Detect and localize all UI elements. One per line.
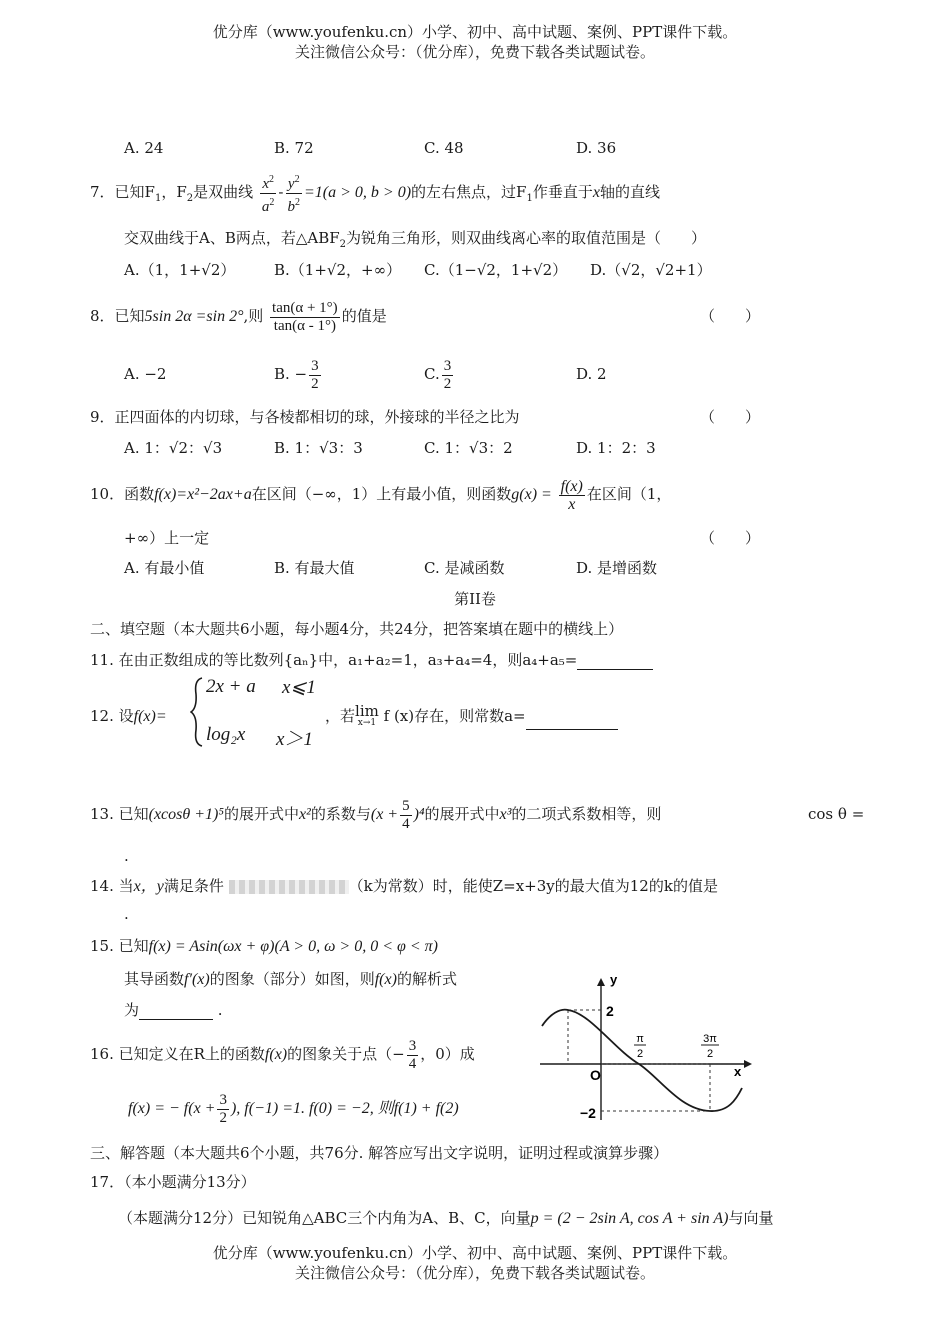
question-16: 16. 已知定义在R上的函数f(x)的图象关于点（− $\frac{3}{4}$ ，0）成 bbox=[90, 1037, 475, 1072]
q9-option-d: D. 1：2：3 bbox=[576, 439, 656, 457]
question-10-line-2: +∞）上一定 bbox=[124, 529, 210, 547]
piecewise-case-2: log₂x bbox=[206, 724, 246, 745]
question-10-stem: 10．函数f(x)=x²−2ax+a在区间（−∞，1）上有最小值，则函数g(x) = $\frac{f(x)}{x}$ 在区间（1， bbox=[90, 477, 672, 513]
section-2-heading: 二、填空题（本大题共6小题，每小题4分，共24分，把答案填在题中的横线上） bbox=[90, 620, 624, 638]
question-12-tail: ，若 lim x→1 f (x)存在，则常数a= bbox=[325, 702, 618, 730]
x-tick-3half-pi-num: 3π bbox=[703, 1033, 717, 1045]
question-15-line-2: 其导函数f′(x)的图象（部分）如图，则f(x)的解析式 bbox=[124, 970, 457, 988]
q10-option-b: B. 有最大值 bbox=[274, 559, 355, 577]
piecewise-cond-2: x＞1 bbox=[276, 729, 313, 750]
q10-answer-paren: （ ） bbox=[700, 529, 761, 547]
y-axis-label: y bbox=[610, 972, 618, 987]
question-12-pre: 12. 设f(x)= bbox=[90, 707, 167, 725]
derivative-graph bbox=[530, 970, 760, 1130]
x-axis-arrow bbox=[744, 1060, 752, 1068]
question-15: 15. 已知f(x) = Asin(ωx + φ)(A > 0, ω > 0, 0 < φ < π) bbox=[90, 937, 438, 955]
q8-option-a: A. −2 bbox=[124, 365, 167, 383]
question-8-stem: 8．已知5sin 2α =sin 2°,则 $\frac{\tan(\alpha + 1^\circ)}{\tan(\alpha - 1^\circ)}$ 的值是 bbox=[90, 299, 387, 334]
q6-option-c: C. 48 bbox=[424, 139, 464, 157]
question-15-line-3: 为 . bbox=[124, 1001, 223, 1019]
question-17-body: （本题满分12分）已知锐角△ABC三个内角为A、B、C，向量p = (2 − 2sin A, cos A + sin A)与向量 bbox=[118, 1209, 774, 1227]
question-7-stem: 7．已知$F_1$，$F_2$是双曲线 $\frac{x^2}{a^2}$ - $\frac{y^2}{b^2}$ =1(a > 0, b > 0)的左右焦点，过$F_1$作垂直于x轴的直线 bbox=[90, 170, 660, 221]
q15-answer-blank[interactable] bbox=[139, 1005, 213, 1020]
x-tick-half-pi-den: 2 bbox=[636, 1048, 644, 1060]
question-14: 14. 当x，y满足条件 （k为常数）时，能使Z=x+3y的最大值为12的k的值是 bbox=[90, 877, 718, 895]
q13-answer-dot: . bbox=[124, 847, 129, 865]
q10-fraction: $\frac{f(x)}{x}$ bbox=[560, 477, 583, 513]
q9-option-b: B. 1：√3：3 bbox=[274, 439, 363, 457]
q7-fraction-x: $\frac{x^2}{a^2}$ bbox=[260, 171, 277, 216]
q8-option-c: C. $\frac{3}{2}$ bbox=[424, 357, 452, 392]
q14-condition-image bbox=[229, 880, 349, 894]
origin-label: O bbox=[590, 1067, 601, 1083]
q7-option-b: B.（1+√2，+∞） bbox=[274, 261, 402, 279]
q13-cos-theta: cos θ = bbox=[808, 805, 865, 823]
y-max-label: 2 bbox=[606, 1003, 614, 1019]
q8-answer-paren: （ ） bbox=[700, 307, 761, 325]
question-13: 13. 已知(xcosθ +1)⁵的展开式中x²的系数与(x + $\frac{5}{4}$ )⁴的展开式中x³的二项式系数相等，则 bbox=[90, 797, 662, 832]
question-9-stem: 9．正四面体的内切球，与各棱都相切的球，外接球的半径之比为 bbox=[90, 408, 520, 426]
question-7-line-2: 交双曲线于A、B两点，若$\triangle ABF_2$为锐角三角形，则双曲线离心率的取值范围是（ ） bbox=[124, 229, 707, 250]
footer-line-2: 关注微信公众号：（优分库），免费下载各类试题试卷。 bbox=[294, 1264, 655, 1282]
q6-option-a: A. 24 bbox=[124, 139, 164, 157]
q9-option-a: A. 1：√2：√3 bbox=[124, 439, 223, 457]
header-line-2: 关注微信公众号：（优分库），免费下载各类试题试卷。 bbox=[294, 43, 655, 61]
q7-option-c: C.（1−√2，1+√2） bbox=[424, 261, 568, 279]
q10-option-d: D. 是增函数 bbox=[576, 559, 658, 577]
q14-answer-dot: . bbox=[124, 905, 129, 923]
y-axis-arrow bbox=[597, 978, 605, 986]
piecewise-cond-1: x⩽1 bbox=[282, 677, 316, 698]
x-axis-label: x bbox=[734, 1064, 742, 1079]
piecewise-case-1: 2x + a bbox=[206, 676, 256, 697]
q10-option-c: C. 是减函数 bbox=[424, 559, 505, 577]
header-line-1: 优分库（www.youfenku.cn）小学、初中、高中试题、案例、PPT课件下载。 bbox=[212, 23, 738, 41]
footer-line-1: 优分库（www.youfenku.cn）小学、初中、高中试题、案例、PPT课件下载。 bbox=[212, 1244, 738, 1262]
question-11: 11. 在由正数组成的等比数列{aₙ}中，a₁+a₂=1，a₃+a₄=4，则a₄+a₅= bbox=[90, 650, 653, 670]
q9-option-c: C. 1：√3：2 bbox=[424, 439, 513, 457]
question-17-title: 17．（本小题满分13分） bbox=[90, 1173, 256, 1191]
x-tick-half-pi-num: π bbox=[636, 1033, 644, 1045]
q9-answer-paren: （ ） bbox=[700, 408, 761, 426]
piecewise-brace bbox=[190, 676, 204, 748]
q11-answer-blank[interactable] bbox=[577, 655, 653, 670]
section-2-title: 第II卷 bbox=[454, 590, 496, 608]
q8-option-b: B. − $\frac{3}{2}$ bbox=[274, 357, 319, 392]
q10-option-a: A. 有最小值 bbox=[124, 559, 205, 577]
q6-option-b: B. 72 bbox=[274, 139, 314, 157]
q6-option-d: D. 36 bbox=[576, 139, 617, 157]
y-min-label: −2 bbox=[580, 1105, 596, 1121]
x-tick-3half-pi-den: 2 bbox=[706, 1048, 714, 1060]
q7-option-d: D.（√2，√2+1） bbox=[590, 261, 712, 279]
q7-option-a: A.（1，1+√2） bbox=[124, 261, 236, 279]
q8-option-d: D. 2 bbox=[576, 365, 607, 383]
section-3-heading: 三、解答题（本大题共6个小题，共76分. 解答应写出文字说明，证明过程或演算步骤） bbox=[90, 1144, 669, 1162]
q8-fraction: $\frac{\tan(\alpha + 1^\circ)}{\tan(\alpha - 1^\circ)}$ bbox=[272, 299, 338, 334]
q7-fraction-y: $\frac{y^2}{b^2}$ bbox=[286, 171, 303, 216]
derivative-curve bbox=[542, 1010, 742, 1111]
q12-answer-blank[interactable] bbox=[526, 715, 618, 730]
question-16-line-2: f(x) = − f(x + $\frac{3}{2}$ ), f(−1) =1. f(0) = −2, 则f(1) + f(2) bbox=[128, 1091, 459, 1126]
